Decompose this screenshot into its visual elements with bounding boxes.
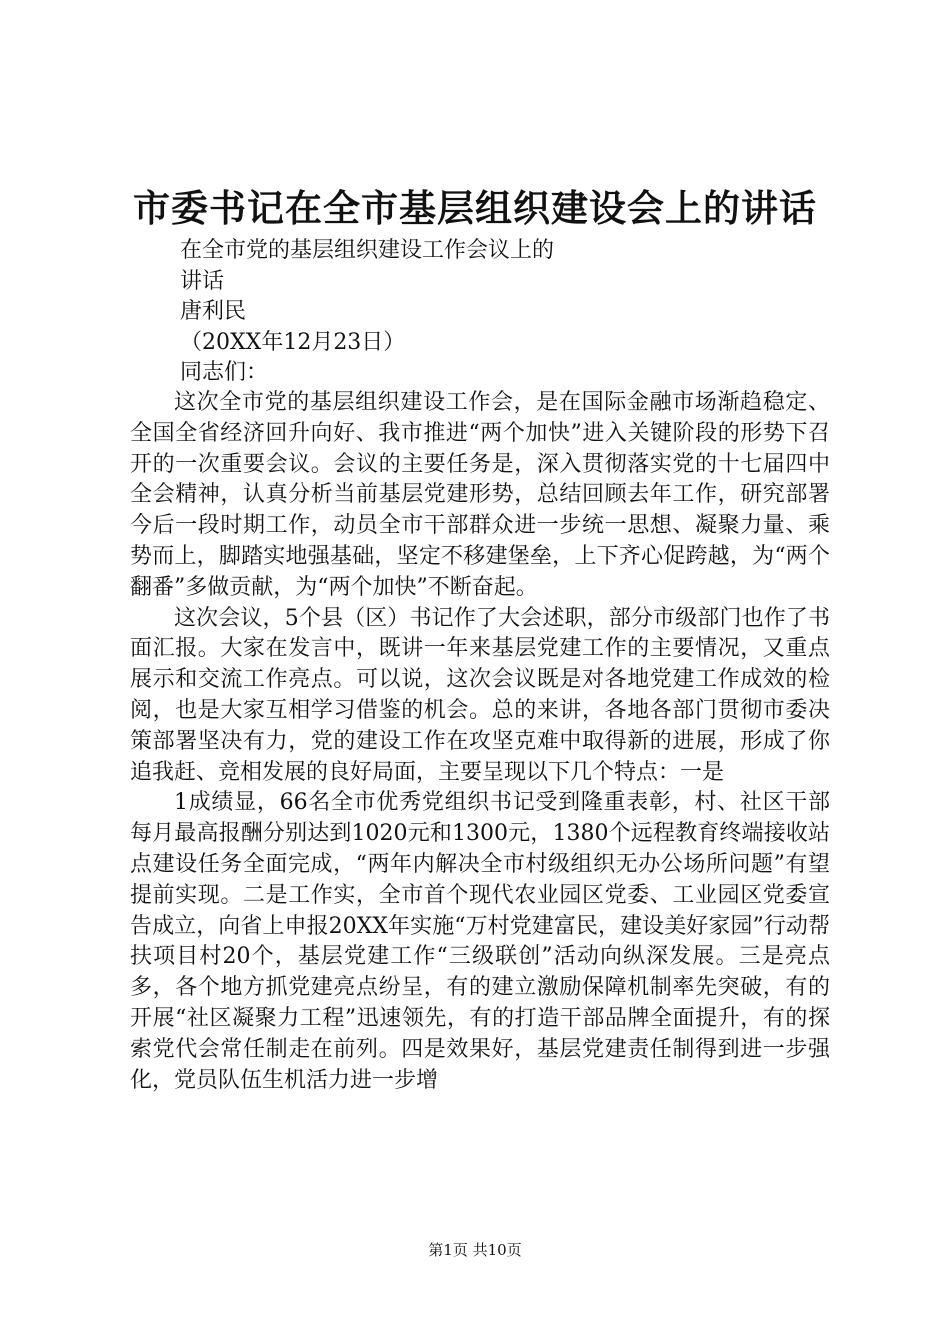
speech-date: （20XX年12月23日） [180, 329, 406, 355]
subtitle-line-1: 在全市党的基层组织建设工作会议上的 [180, 238, 555, 263]
speech-body [130, 388, 830, 1096]
paragraph: 1成绩显，66名全市优秀党组织书记受到隆重表彰，村、社区干部每月最高报酬分别达到1020元和1300元，1380个远程教育终端接收站点建设任务全面完成，“两年内解决全市村级组织无办公场所问题”有望提前实现。二是工作实，全市首个现代农业园区党委、工业园区党委宣告成立，向省上申报20XX年实施“万村党建富民，建设美好家园”行动帮扶项目村20个，基层党建工作“三级联创”活动向纵深发展。三是亮点多，各个地方抓党建亮点纷呈，有的建立激励保障机制率先突破，有的开展“社区凝聚力工程”迅速领先，有的打造干部品牌全面提升，有的探索党代会常任制走在前列。四是效果好，基层党建责任制得到进一步强化，党员队伍生机活力进一步增 [130, 790, 830, 1093]
salutation: 同志们： [180, 360, 269, 385]
speech-header [180, 236, 820, 389]
subtitle-line-2: 讲话 [180, 268, 225, 294]
author-name: 唐利民 [180, 299, 247, 324]
document-title: 市委书记在全市基层组织建设会上的讲话 [133, 186, 817, 230]
paragraph: 这次会议，5个县（区）书记作了大会述职，部分市级部门也作了书面汇报。大家在发言中，既讲一年来基层党建工作的主要情况，又重点展示和交流工作亮点。可以说，这次会议既是对各地党建工作成效的检阅，也是大家互相学习借鉴的机会。总的来讲，各地各部门贯彻市委决策部署坚决有力，党的建设工作在攻坚克难中取得新的进展，形成了你追我赶、竞相发展的良好局面，主要呈现以下几个特点：一是 [130, 605, 830, 785]
page-footer: 第1页 共10页 [428, 1241, 522, 1259]
paragraph: 这次全市党的基层组织建设工作会，是在国际金融市场渐趋稳定、全国全省经济回升向好、我市推进“两个加快”进入关键阶段的形势下召开的一次重要会议。会议的主要任务是，深入贯彻落实党的十七届四中全会精神，认真分析当前基层党建形势，总结回顾去年工作，研究部署今后一段时期工作，动员全市干部群众进一步统一思想、凝聚力量、乘势而上，脚踏实地强基础，坚定不移建堡垒，上下齐心促跨越，为“两个翻番”多做贡献，为“两个加快”不断奋起。 [130, 390, 830, 600]
